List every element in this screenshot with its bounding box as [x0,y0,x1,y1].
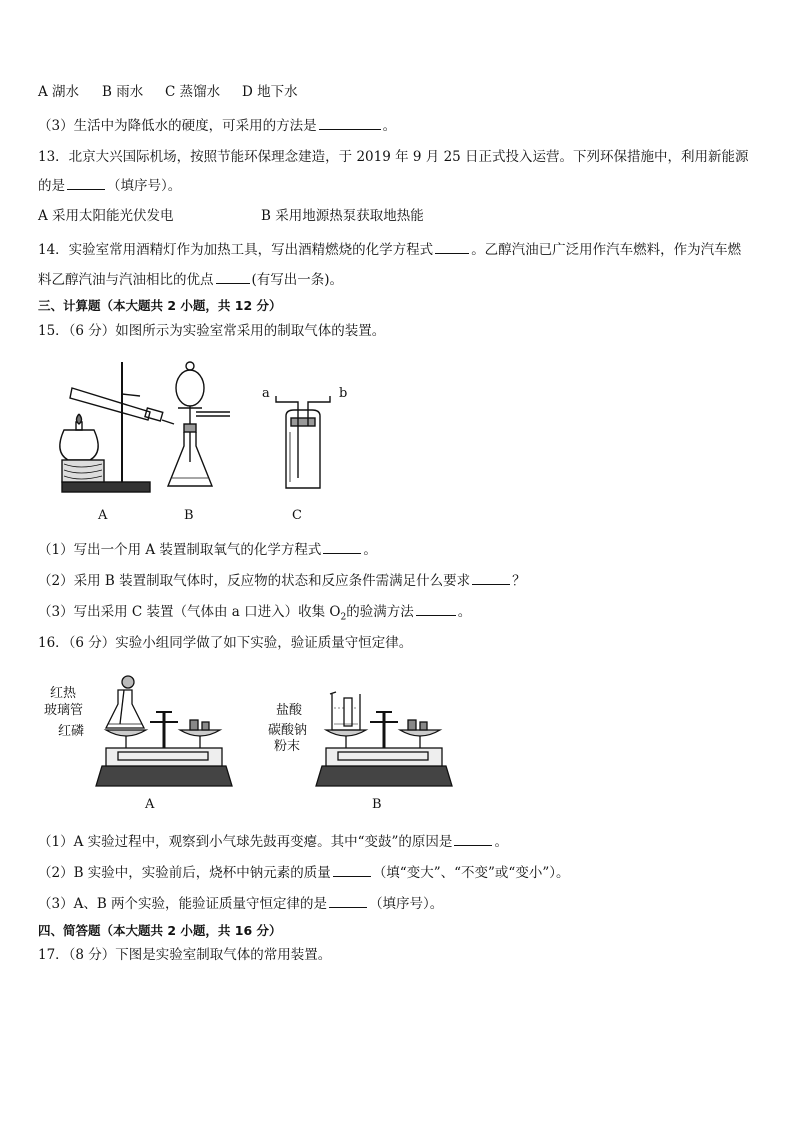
q14-stem-line1: 14．实验室常用酒精灯作为加热工具，写出酒精燃烧的化学方程式 。乙醇汽油已广泛用作汽车燃料，作为汽车燃 [38,242,742,258]
q12-option-a: A 湖水 [38,84,80,100]
q16-fig-b-label: B [372,797,382,812]
q16-label-hot1: 红热 [50,686,77,701]
q16-label-hcl: 盐酸 [276,703,303,718]
q16-fig-a-label: A [145,797,155,812]
q13-stem-line2: 的是 （填序号）。 [38,178,182,194]
section-4-heading: 四、简答题（本大题共 2 小题，共 16 分） [38,923,282,938]
section-3-heading: 三、计算题（本大题共 2 小题，共 12 分） [38,298,282,313]
q12-option-d: D 地下水 [242,84,298,100]
answer-blank[interactable] [319,116,381,130]
q16-label-red-phosphorus: 红磷 [58,724,85,739]
answer-blank[interactable] [472,571,510,585]
q15-fig-b-label: B [184,508,194,523]
q15-sub3: （3）写出采用 C 装置（气体由 a 口进入）收集 $O_2$的验满方法 。 [38,604,472,623]
q16-sub1: （1）A 实验过程中，观察到小气球先鼓再变瘪。其中“变鼓”的原因是 。 [38,834,508,850]
q17-stem: 17．（8 分）下图是实验室制取气体的常用装置。 [38,947,332,963]
answer-blank[interactable] [416,602,456,616]
answer-blank[interactable] [333,863,371,877]
q15-sub2: （2）采用 B 装置制取气体时，反应物的状态和反应条件需满足什么要求 ？ [38,573,526,589]
q15-fig-a-label: A [98,508,108,523]
q15-fig-c-label: C [292,508,302,523]
q15-sub1: （1）写出一个用 A 装置制取氧气的化学方程式 。 [38,542,377,558]
q12-sub3: （3）生活中为降低水的硬度，可采用的方法是 。 [38,118,397,134]
answer-blank[interactable] [216,270,250,284]
q16-label-na2co3: 碳酸钠 [268,723,308,738]
answer-blank[interactable] [329,894,367,908]
q16-label-hot2: 玻璃管 [44,703,84,718]
q15-stem: 15．（6 分）如图所示为实验室常采用的制取气体的装置。 [38,323,386,339]
q15-port-a-label: a [262,386,270,401]
q12-option-b: B 雨水 [102,84,144,100]
q16-stem: 16．（6 分）实验小组同学做了如下实验，验证质量守恒定律。 [38,635,413,651]
q15-port-b-label: b [339,386,348,401]
q14-stem-line2: 料乙醇汽油与汽油相比的优点 (有写出一条)。 [38,272,344,288]
q13-option-a: A 采用太阳能光伏发电 [38,208,174,224]
q16-balance-figure [40,668,460,793]
q13-option-b: B 采用地源热泵获取地热能 [261,208,424,224]
q16-sub3: （3）A、B 两个实验，能验证质量守恒定律的是 （填序号）。 [38,896,444,912]
answer-blank[interactable] [67,176,105,190]
answer-blank[interactable] [454,832,492,846]
q16-label-powder: 粉末 [274,739,301,754]
answer-blank[interactable] [323,540,361,554]
answer-blank[interactable] [435,240,469,254]
q12-option-c: C 蒸馏水 [165,84,221,100]
q15-apparatus-figure [50,352,350,502]
q16-sub2: （2）B 实验中，实验前后，烧杯中钠元素的质量 （填“变大”、“不变”或“变小”）。 [38,865,570,881]
q13-stem-line1: 13．北京大兴国际机场，按照节能环保理念建造，于 2019 年 9 月 25 日正式投入运营。下列环保措施中，利用新能源 [38,149,749,165]
